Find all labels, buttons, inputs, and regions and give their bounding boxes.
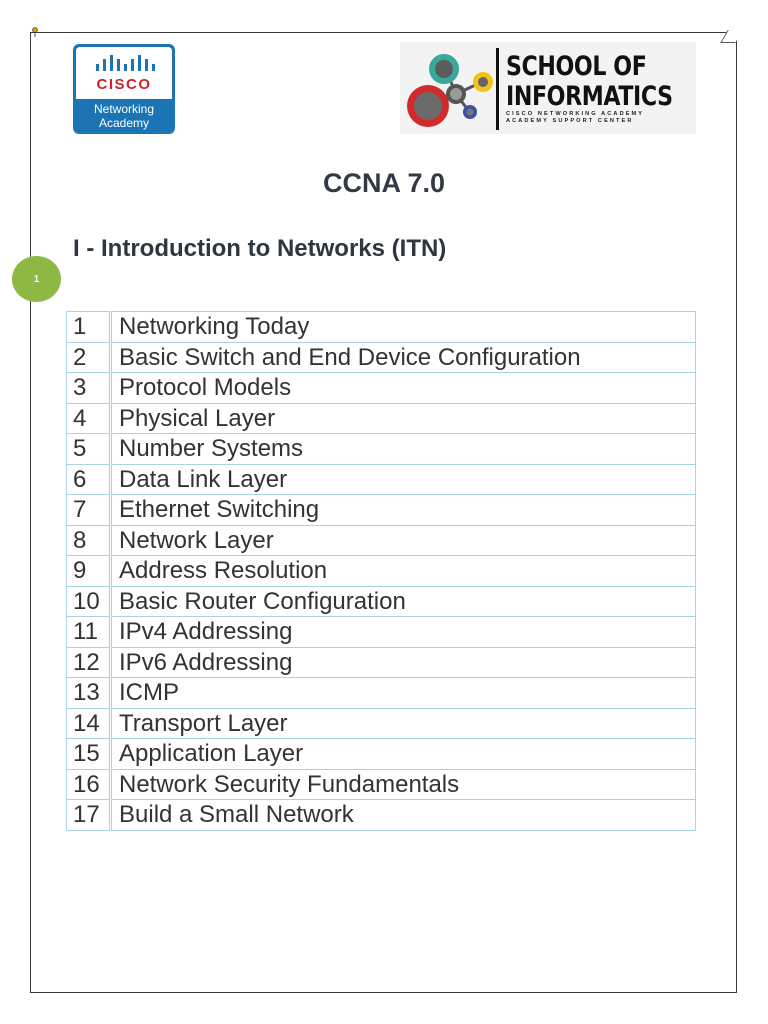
toc-chapter-name: Network Security Fundamentals: [111, 769, 696, 800]
table-row: [67, 556, 696, 587]
cisco-logo-subtitle-line1: Networking: [93, 102, 155, 116]
toc-chapter-name: Ethernet Switching: [111, 495, 696, 526]
table-row: [67, 342, 696, 373]
toc-table: [66, 311, 696, 831]
toc-number: 3: [67, 373, 111, 404]
toc-number: 6: [67, 464, 111, 495]
network-circles-icon: [404, 48, 496, 130]
toc-number: 14: [67, 708, 111, 739]
toc-number: 7: [67, 495, 111, 526]
toc-chapter-name: Protocol Models: [111, 373, 696, 404]
toc-number: 16: [67, 769, 111, 800]
toc-chapter-name: Network Layer: [111, 525, 696, 556]
table-row: [67, 708, 696, 739]
school-logo-subtitle: [506, 111, 696, 125]
table-row: [67, 800, 696, 831]
table-row: [67, 525, 696, 556]
document-title: CCNA 7.0: [322, 168, 446, 198]
table-row: [67, 769, 696, 800]
cisco-logo-subtitle: [73, 102, 175, 130]
cisco-logo-brand: CISCO: [96, 76, 152, 93]
cisco-networking-academy-logo: [73, 44, 175, 134]
table-row: [67, 617, 696, 648]
toc-chapter-name: IPv6 Addressing: [111, 647, 696, 678]
logo-divider: [496, 48, 499, 130]
toc-number: 17: [67, 800, 111, 831]
toc-number: 15: [67, 739, 111, 770]
toc-number: 5: [67, 434, 111, 465]
school-of-informatics-logo: [400, 42, 696, 134]
cisco-bars-icon: [76, 55, 172, 73]
section-title: I - Introduction to Networks (ITN): [73, 235, 447, 262]
school-logo-title-line1: SCHOOL OF: [506, 51, 647, 82]
toc-chapter-name: Transport Layer: [111, 708, 696, 739]
table-row: [67, 434, 696, 465]
toc-chapter-name: Networking Today: [111, 312, 696, 343]
toc-chapter-name: Physical Layer: [111, 403, 696, 434]
table-row: [67, 586, 696, 617]
table-row: [67, 495, 696, 526]
toc-chapter-name: Application Layer: [111, 739, 696, 770]
toc-chapter-name: Basic Router Configuration: [111, 586, 696, 617]
toc-number: 9: [67, 556, 111, 587]
school-logo-title-line2: INFORMATICS: [506, 81, 673, 112]
toc-chapter-name: Address Resolution: [111, 556, 696, 587]
toc-number: 13: [67, 678, 111, 709]
table-row: [67, 647, 696, 678]
school-logo-sub-line2: ACADEMY SUPPORT CENTER: [506, 118, 634, 124]
table-row: [67, 373, 696, 404]
toc-number: 12: [67, 647, 111, 678]
toc-number: 1: [67, 312, 111, 343]
cisco-logo-top: [76, 47, 172, 99]
toc-chapter-name: Basic Switch and End Device Configuration: [111, 342, 696, 373]
cisco-logo-subtitle-line2: Academy: [98, 116, 150, 130]
toc-chapter-name: Data Link Layer: [111, 464, 696, 495]
table-row: [67, 678, 696, 709]
comment-marker[interactable]: 1: [12, 256, 61, 302]
toc-chapter-name: Number Systems: [111, 434, 696, 465]
table-row: [67, 312, 696, 343]
table-row: [67, 739, 696, 770]
toc-chapter-name: IPv4 Addressing: [111, 617, 696, 648]
toc-number: 11: [67, 617, 111, 648]
toc-chapter-name: Build a Small Network: [111, 800, 696, 831]
toc-number: 4: [67, 403, 111, 434]
toc-chapter-name: ICMP: [111, 678, 696, 709]
school-logo-title: [506, 51, 673, 112]
toc-number: 10: [67, 586, 111, 617]
toc-number: 2: [67, 342, 111, 373]
toc-number: 8: [67, 525, 111, 556]
table-row: [67, 403, 696, 434]
school-logo-sub-line1: CISCO NETWORKING ACADEMY: [506, 111, 645, 117]
table-row: [67, 464, 696, 495]
